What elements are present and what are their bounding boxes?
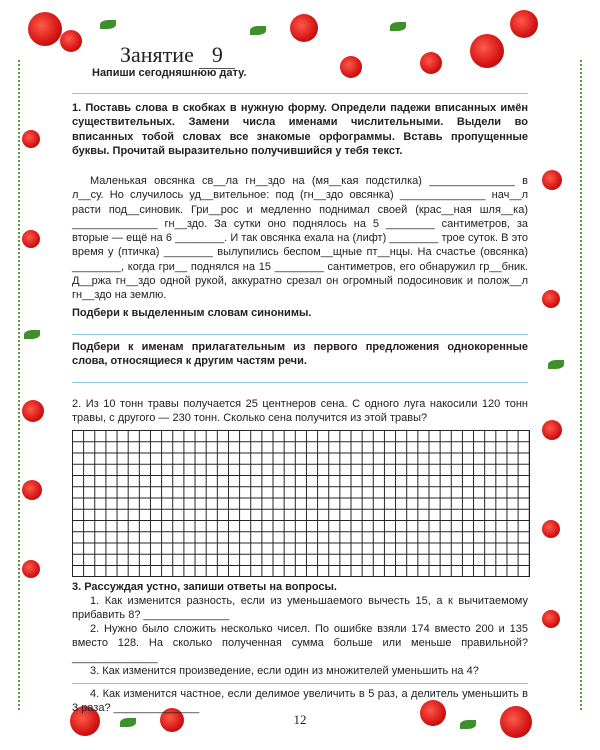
- task1-text: Маленькая овсянка св__ла гн__здо на (мя__кая подстилка) ______________ в л__су. Но случилось уд__вительное: под (гн__здо овсянка) ______________ нач__л расти под__синовик. Гри__рос и медленно поднимал своей (крас__ная шля__ка) ______________ гн__здо. За сутки оно поднялось на 5 ________ сантиметров, за вторые — ещё на 6 ________. И так овсянка ехала на (лифт) ________ трое суток. В это время у (птичка) ________ вылупились беспом__щные пт__нцы. На счастье (овсянка) ________, когда гри__ поднялся на 15 ________ сантиметров, его обнаружил гр__бник. Д__ржа гн__здо одной рукой, аккуратно срезал он огромный подосиновик и полож__л гн__здо на землю.: [72, 175, 528, 302]
- rose-icon: [542, 610, 560, 628]
- rose-icon: [542, 290, 560, 308]
- task1-heading: 1. Поставь слова в скобках в нужную форму. Определи падежи вписанных имён существительных. Замени числа именами числительными. Выдели во вписанных тобой словах все знакомые орфограммы. Вставь пропущенные буквы. Прочитай выразительно получившийся у тебя текст.: [72, 102, 528, 157]
- rose-icon: [22, 130, 40, 148]
- task3-question-4: 4. Как изменится частное, если делимое увеличить в 5 раз, а делитель уменьшить в 3 раза? ______________: [72, 688, 528, 715]
- answer-line[interactable]: [72, 93, 528, 94]
- rose-icon: [22, 480, 42, 500]
- task3-question-3: 3. Как изменится произведение, если один из множителей уменьшить на 4?: [90, 665, 479, 677]
- leaf-icon: [250, 26, 266, 35]
- right-vine-decoration: [570, 60, 582, 710]
- rose-icon: [470, 34, 504, 68]
- lesson-number: 9: [199, 42, 235, 69]
- lesson-label: Занятие: [120, 42, 194, 67]
- answer-line[interactable]: [72, 382, 528, 383]
- date-prompt: Напиши сегодняшнюю дату.: [92, 67, 247, 79]
- task1-cognates-prompt: Подбери к именам прилагательным из первого предложения однокоренные слова, относящиеся к другим частям речи.: [72, 341, 528, 368]
- rose-icon: [22, 400, 44, 422]
- rose-icon: [542, 420, 562, 440]
- rose-icon: [542, 170, 562, 190]
- answer-grid[interactable]: [72, 430, 530, 577]
- rose-icon: [420, 52, 442, 74]
- page-number: 12: [293, 712, 307, 727]
- rose-icon: [340, 56, 362, 78]
- leaf-icon: [24, 330, 40, 339]
- leaf-icon: [548, 360, 564, 369]
- rose-icon: [28, 12, 62, 46]
- task3-heading: 3. Рассуждая устно, запиши ответы на вопросы.: [72, 581, 337, 593]
- task1-synonyms-prompt: Подбери к выделенным словам синонимы.: [72, 307, 312, 319]
- task2-text: 2. Из 10 тонн травы получается 25 центнеров сена. С одного луга накосили 120 тонн травы, с другого — 230 тонн. Сколько сена получится из этой травы?: [72, 398, 528, 425]
- left-vine-decoration: [18, 60, 30, 710]
- leaf-icon: [390, 22, 406, 31]
- rose-icon: [542, 520, 560, 538]
- answer-line[interactable]: [72, 683, 528, 684]
- rose-icon: [60, 30, 82, 52]
- rose-icon: [290, 14, 318, 42]
- rose-icon: [510, 10, 538, 38]
- lesson-title: [120, 42, 235, 69]
- task3-question-1: 1. Как изменится разность, если из уменьшаемого вычесть 15, а к вычитаемому прибавить 8? ______________: [72, 595, 528, 622]
- leaf-icon: [100, 20, 116, 29]
- rose-icon: [22, 230, 40, 248]
- task3-question-2: 2. Нужно было сложить несколько чисел. По ошибке взяли 174 вместо 200 и 135 вместо 128. На сколько полученная сумма больше или меньше правильной? ______________: [72, 623, 528, 664]
- rose-icon: [22, 560, 40, 578]
- answer-line[interactable]: [72, 334, 528, 335]
